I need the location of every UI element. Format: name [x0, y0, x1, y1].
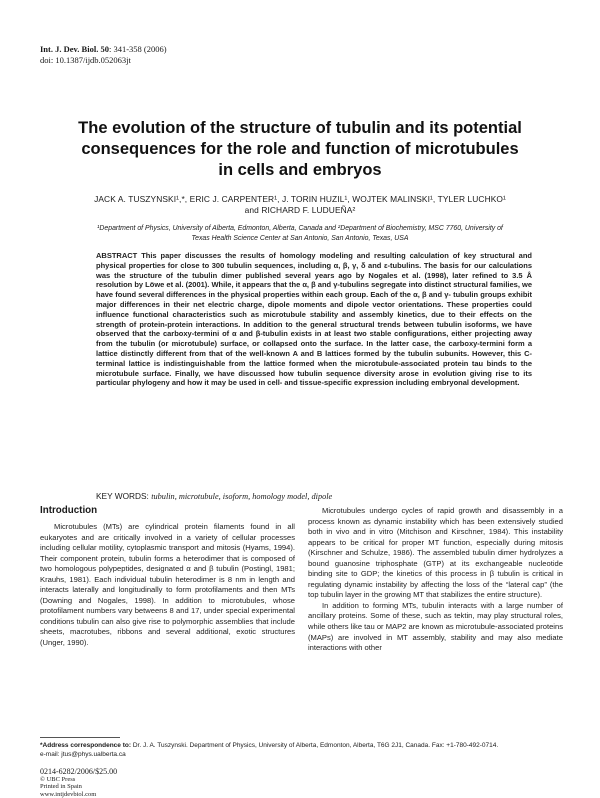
intro-paragraph: Microtubules undergo cycles of rapid growth and disassembly in a process known as dynamic instability which has been extensively studied both in vivo and in vitro (Mitchison and Kirschner, 1984). This instability appears to be critical for proper MT function, especially during mitosis (Kirschner and Schulze, 1986). The assembled tubulin dimer hydrolyzes a bound guanosine triphosphate (GTP) at its exchangeable nucleotide binding site to GDP; the kinetics of this process in β tubulin is critical in regulating dynamic instability by affecting the loss of the “lateral cap” (the top tubulin layer in the growing MT that stabilizes the entire structure). — [308, 506, 563, 601]
footnote-divider — [40, 737, 120, 738]
journal-url[interactable]: www.intjdevbiol.com — [40, 791, 117, 798]
affiliation-line: Texas Health Science Center at San Antonio, San Antonio, Texas, USA — [46, 234, 554, 244]
publication-info — [40, 768, 117, 798]
title-line: consequences for the role and function of microtubules — [40, 139, 560, 160]
intro-paragraph: In addition to forming MTs, tubulin interacts with a large number of ancillary proteins. Some of these, such as tektin, may play structural roles, while others like tau or MAP2 are known as microtubule-associated proteins (MAPs) are involved in MT assembly, stability and may also mediate interactions with other — [308, 601, 563, 654]
journal-pages: : 341-358 (2006) — [109, 44, 167, 54]
keywords-values: tubulin, microtubule, isoform, homology model, dipole — [151, 492, 332, 501]
intro-paragraph: Microtubules (MTs) are cylindrical protein filaments found in all eukaryotes and are critically involved in a variety of cellular processes including cellular motility, cytoplasmic transport and mitosis (Hyams, 1994). Their component protein, tubulin forms a heterodimer that is composed of two homologous polypeptides, designated α and β tubulin (Postingl, 1981; Krauhs, 1981). Each individual tubulin heterodimer is 8 nm in length and interacts laterally and longitudinally to form protofilaments and then MTs (Downing and Nogales, 1998). In addition to microtubules, whose protofilament numbers vary betweens 8 and 17, under special experimental conditions tubulin can also give rise to polymorphic assemblies that include sheets, macrotubes, ribbons and several additional, exotic structures (Unger, 1990). — [40, 522, 295, 649]
press: © UBC Press — [40, 776, 117, 784]
affiliations — [46, 224, 554, 243]
author-list — [40, 194, 560, 216]
author-line: JACK A. TUSZYNSKI¹,*, ERIC J. CARPENTER¹, J. TORIN HUZIL¹, WOJTEK MALINSKI¹, TYLER LUCHKO¹ — [40, 194, 560, 205]
affiliation-line: ¹Department of Physics, University of Alberta, Edmonton, Alberta, Canada and ²Department of Biochemistry, MSC 7760, University of — [46, 224, 554, 234]
journal-volume: 50 — [100, 44, 109, 54]
author-line: and RICHARD F. LUDUEÑA² — [40, 205, 560, 216]
title-line: The evolution of the structure of tubulin and its potential — [40, 118, 560, 139]
footnote-text: Dr. J. A. Tuszynski. Department of Physics, University of Alberta, Edmonton, Alberta, T6G 2J1, Canada. Fax: +1-780-492-0714. — [133, 742, 498, 749]
journal-abbr: Int. J. Dev. Biol. — [40, 44, 98, 54]
footnote-label: *Address correspondence to: — [40, 742, 131, 749]
doi[interactable]: doi: 10.1387/ijdb.052063jt — [40, 55, 167, 66]
abstract-label: ABSTRACT — [96, 251, 137, 260]
printed-in: Printed in Spain — [40, 783, 117, 791]
abstract — [96, 251, 532, 388]
journal-citation — [40, 44, 167, 66]
price-code: 0214-6282/2006/$25.00 — [40, 768, 117, 776]
title-line: in cells and embryos — [40, 160, 560, 181]
footnote-email[interactable]: e-mail: jtus@phys.ualberta.ca — [40, 751, 565, 760]
keywords — [96, 491, 536, 502]
keywords-label: KEY WORDS: — [96, 491, 149, 501]
section-heading-introduction: Introduction — [40, 505, 97, 516]
correspondence-footnote — [40, 742, 565, 759]
intro-column-right — [308, 506, 563, 654]
abstract-text: This paper discusses the results of homology modeling and resulting calculation of key structural and physical properties for close to 300 tubulin sequences, including α, β, γ, δ and ε-tubulins. The basis for our calculations was the structure of the tubulin dimer published several years ago by Nogales et al. (1998), later refined to 3.5 Å resolution by Löwe et al. (2001). While, it appears that the α, β and γ-tubulins segregate into distinct structural families, we have found several differences in the physical properties within each group. Each of the α, β and γ- tubulin groups exhibit major differences in their net electric charge, dipole moments and dipole vector orientations. These properties could influence functional characteristics such as microtubule stability and assembly kinetics, due to their effects on the strength of protein-protein interactions. In addition to the general structural trends between tubulin isoforms, we have observed that the carboxy-termini of α and β-tubulin exists in at least two stable configurations, either projecting away from the tubulin (or microtubule) surface, or collapsed onto the surface. In the latter case, the carboxy-termini form a lattice distinctly different from that of the well-known A and B lattices formed by the tubulin subunits. However, this C-terminal lattice is indistinguishable from the lattice formed when the microtubule-associated protein tau binds to the microtubule surface. Finally, we have discussed how tubulin sequence diversity arose in evolution giving rise to its particular phylogeny and how it may be used in cell- and tissue-specific expression including embryonal development. — [96, 251, 532, 387]
intro-column-left — [40, 522, 295, 649]
paper-title — [40, 118, 560, 181]
